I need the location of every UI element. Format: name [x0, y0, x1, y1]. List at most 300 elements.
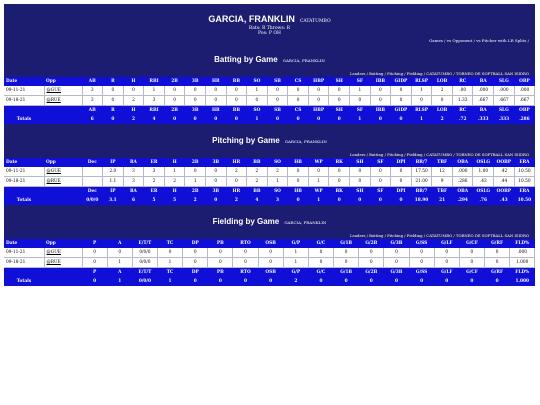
pitching-title: Pitching by Game	[212, 136, 280, 145]
column-header: 3B	[185, 77, 206, 86]
column-header: Opp	[44, 239, 82, 248]
stat-cell: 17.50	[411, 167, 432, 177]
opponent-link[interactable]: @GUE	[44, 248, 82, 258]
stats-page	[4, 4, 535, 284]
splits-opponent-link[interactable]: vs Opponent	[446, 38, 473, 43]
totals-cell: 0	[329, 115, 350, 124]
column-header: ERA	[514, 187, 535, 197]
column-header: OBA	[452, 187, 473, 197]
stat-cell: 12	[432, 167, 453, 177]
column-header: G/2B	[359, 268, 384, 278]
column-header: P	[82, 268, 107, 278]
nav-link-torneo-de-softball-san-isidro[interactable]: TORNEO DE SOFTBALL SAN ISIDRO	[455, 233, 529, 238]
column-header: OSLG	[473, 158, 494, 167]
column-header: BK	[329, 158, 350, 167]
stat-cell: 0	[485, 248, 510, 258]
stat-cell	[82, 167, 103, 177]
column-header: OSLG	[473, 187, 494, 197]
nav-link-torneo-de-softball-san-isidro[interactable]: TORNEO DE SOFTBALL SAN ISIDRO	[455, 152, 529, 157]
column-header: 3B	[205, 187, 226, 197]
stat-cell: 09-18-21	[4, 96, 44, 106]
stat-cell: 1.33	[452, 96, 473, 106]
totals-cell: 0	[370, 196, 391, 205]
column-header: G/2B	[359, 239, 384, 248]
stat-cell: 0	[185, 86, 206, 96]
stat-cell: 0	[432, 96, 453, 106]
column-header: G/P	[283, 268, 308, 278]
stat-cell: 1	[350, 86, 371, 96]
totals-cell: 0	[334, 277, 359, 286]
totals-cell: .72	[452, 115, 473, 124]
stat-cell: 0	[409, 258, 434, 268]
totals-cell: 1.000	[510, 277, 535, 286]
totals-cell: 1	[411, 115, 432, 124]
column-header: CS	[288, 106, 309, 116]
stat-cell: .667	[473, 96, 494, 106]
column-header: ERA	[514, 158, 535, 167]
column-header: SF	[370, 158, 391, 167]
stat-cell: 0	[350, 167, 371, 177]
stat-cell: 2	[432, 86, 453, 96]
stat-cell: 0	[370, 86, 391, 96]
stat-cell: 1	[157, 258, 182, 268]
stat-cell: 0	[308, 86, 329, 96]
column-header: BR/7	[411, 187, 432, 197]
nav-link-leaders[interactable]: Leaders	[349, 152, 366, 157]
stat-cell: 0	[350, 96, 371, 106]
column-header: P	[82, 239, 107, 248]
column-header: OBP	[514, 77, 535, 86]
totals-cell: .286	[514, 115, 535, 124]
column-header: RA	[123, 187, 144, 197]
stat-cell: 1.000	[510, 258, 535, 268]
column-header: G/LF	[434, 239, 459, 248]
totals-cell: 1	[107, 277, 132, 286]
totals-cell: 0	[350, 196, 371, 205]
column-header: AB	[82, 77, 103, 86]
column-header: G/CF	[459, 239, 484, 248]
header-row	[4, 77, 535, 86]
column-header: IBB	[370, 77, 391, 86]
stat-cell: 0	[82, 258, 107, 268]
stat-cell: 09-18-21	[4, 258, 44, 268]
stat-cell: 0	[334, 248, 359, 258]
stat-cell: 0	[226, 177, 247, 187]
stat-cell: 0	[391, 96, 412, 106]
splits-games-link[interactable]: Games	[429, 38, 443, 43]
stat-cell: 0	[308, 167, 329, 177]
column-header: G/SS	[409, 239, 434, 248]
stat-cell: 0	[308, 248, 333, 258]
column-header: SH	[350, 187, 371, 197]
column-header: G/RF	[485, 239, 510, 248]
column-header: G/RF	[485, 268, 510, 278]
stat-cell: 0	[370, 96, 391, 106]
column-header: 2B	[185, 187, 206, 197]
totals-row	[4, 277, 535, 286]
column-header: G/CF	[459, 268, 484, 278]
stat-cell: 0	[384, 248, 409, 258]
column-header: DP	[183, 268, 208, 278]
totals-cell: 0	[267, 115, 288, 124]
stat-cell: 0/0/0	[132, 248, 157, 258]
totals-cell: 0	[183, 277, 208, 286]
totals-row	[4, 115, 535, 124]
table-row	[4, 177, 535, 187]
totals-cell: 2	[283, 277, 308, 286]
nav-link-leaders[interactable]: Leaders	[349, 71, 366, 76]
opponent-link[interactable]: @RUE	[44, 96, 82, 106]
footer-header-row	[4, 106, 535, 116]
stat-cell: 09-11-21	[4, 167, 44, 177]
column-header: OOBP	[494, 158, 515, 167]
stat-cell: 0	[183, 258, 208, 268]
column-header: E/T/T	[132, 268, 157, 278]
column-header: GIDP	[391, 106, 412, 116]
batting-title: Batting by Game	[214, 55, 278, 64]
totals-cell: 0	[370, 115, 391, 124]
column-header: Dec	[82, 158, 103, 167]
column-header	[4, 106, 44, 116]
stat-cell: 0	[205, 96, 226, 106]
totals-cell	[44, 277, 82, 286]
totals-cell: 21	[432, 196, 453, 205]
column-header: ER	[144, 187, 165, 197]
splits-nav: Games / vs Opponent / vs Pitcher with LR Splits /	[429, 38, 529, 43]
stat-cell: 0	[205, 86, 226, 96]
stat-cell: 2	[247, 177, 268, 187]
column-header: SO	[247, 106, 268, 116]
column-header: Opp	[44, 77, 82, 86]
stat-cell: .000	[514, 86, 535, 96]
stat-cell: 3	[82, 96, 103, 106]
totals-cell: 2	[226, 196, 247, 205]
column-header: SO	[267, 158, 288, 167]
stat-cell: 0	[226, 86, 247, 96]
stat-cell: 0	[370, 167, 391, 177]
totals-cell: 0	[391, 196, 412, 205]
totals-cell: 0	[308, 277, 333, 286]
nav-link-batting[interactable]: Batting	[369, 233, 384, 238]
column-header: TC	[157, 268, 182, 278]
column-header: SF	[350, 106, 371, 116]
nav-link-fielding[interactable]: Fielding	[406, 71, 423, 76]
column-header: SB	[267, 106, 288, 116]
column-header	[4, 187, 44, 197]
totals-cell: 0	[205, 115, 226, 124]
stat-cell: 1.00	[473, 167, 494, 177]
nav-link-fielding[interactable]: Fielding	[406, 152, 423, 157]
stat-cell: 09-11-21	[4, 86, 44, 96]
stat-cell: 1	[411, 86, 432, 96]
stat-cell: .000	[452, 167, 473, 177]
column-header	[4, 268, 44, 278]
table-row	[4, 96, 535, 106]
column-header: 3B	[205, 158, 226, 167]
table-row	[4, 248, 535, 258]
stat-cell: 0	[409, 248, 434, 258]
stat-cell: .000	[494, 86, 515, 96]
stat-cell: 2	[144, 177, 165, 187]
column-header: G/1B	[334, 239, 359, 248]
stat-cell: 0	[359, 258, 384, 268]
column-header: Opp	[44, 158, 82, 167]
column-header: OSB	[258, 268, 283, 278]
stat-cell: 0	[107, 248, 132, 258]
column-header: HB	[288, 187, 309, 197]
column-header: WP	[308, 158, 329, 167]
column-header: BR/7	[411, 158, 432, 167]
stat-cell: 0	[123, 86, 144, 96]
stat-cell: 3	[123, 177, 144, 187]
stat-cell: 1	[308, 177, 329, 187]
column-header: LOB	[432, 106, 453, 116]
nav-link-batting[interactable]: Batting	[369, 152, 384, 157]
totals-cell: 5	[144, 196, 165, 205]
pitching-nav-links: Leaders / Batting / Pitching / Fielding / CATATUMBO / TORNEO DE SOFTBALL SAN ISIDRO	[349, 152, 529, 157]
totals-cell: Totals	[4, 277, 44, 286]
column-header: SH	[329, 106, 350, 116]
footer-header-row	[4, 268, 535, 278]
column-header: G/SS	[409, 268, 434, 278]
batting-table	[4, 77, 535, 124]
stat-cell: 0	[267, 86, 288, 96]
column-header: SO	[267, 187, 288, 197]
stat-cell: .000	[473, 86, 494, 96]
stat-cell: 2	[164, 177, 185, 187]
opponent-link[interactable]: @RUE	[44, 177, 82, 187]
column-header: BB	[247, 158, 268, 167]
stat-cell: 2	[123, 96, 144, 106]
column-header: CS	[288, 77, 309, 86]
column-header: BA	[473, 106, 494, 116]
totals-cell: 6	[82, 115, 103, 124]
stat-cell: 0	[329, 86, 350, 96]
totals-cell: 0	[185, 115, 206, 124]
nav-link-catatumbo[interactable]: CATATUMBO	[426, 152, 453, 157]
fielding-title: Fielding by Game	[212, 217, 280, 226]
stat-cell: 0	[258, 258, 283, 268]
nav-link-pitching[interactable]: Pitching	[387, 233, 404, 238]
column-header: RC	[452, 77, 473, 86]
totals-cell: 1	[157, 277, 182, 286]
column-header: G/LF	[434, 268, 459, 278]
column-header: HBP	[308, 106, 329, 116]
stat-cell: 0	[329, 167, 350, 177]
column-header: RTO	[233, 239, 258, 248]
totals-cell: 0	[226, 115, 247, 124]
totals-cell: 0	[288, 196, 309, 205]
player-name: GARCIA, FRANKLIN	[208, 14, 295, 24]
column-header: G/3B	[384, 239, 409, 248]
column-header: H	[123, 77, 144, 86]
totals-cell: 0	[359, 277, 384, 286]
column-header: SO	[247, 77, 268, 86]
stat-cell: .00	[452, 86, 473, 96]
stat-cell: 0	[267, 96, 288, 106]
stat-cell: 0	[226, 96, 247, 106]
stat-cell: 0	[205, 177, 226, 187]
column-header: TBF	[432, 158, 453, 167]
table-row	[4, 167, 535, 177]
totals-cell: 0	[164, 115, 185, 124]
column-header: HR	[205, 77, 226, 86]
opponent-link[interactable]: @GUE	[44, 86, 82, 96]
stat-cell: 0	[370, 177, 391, 187]
totals-cell: 0	[384, 277, 409, 286]
stat-cell: 2	[247, 167, 268, 177]
table-row	[4, 258, 535, 268]
fielding-subtitle: GARCIA, FRANKLIN	[284, 220, 327, 225]
header-row	[4, 158, 535, 167]
bats-throws: Bats: R Throws: R	[248, 26, 291, 31]
totals-cell: 0	[459, 277, 484, 286]
column-header: WP	[308, 187, 329, 197]
stat-cell: 0	[205, 167, 226, 177]
column-header: DPI	[391, 158, 412, 167]
column-header: A	[107, 239, 132, 248]
totals-cell: 0	[233, 277, 258, 286]
stat-cell: 0	[359, 248, 384, 258]
totals-cell: 0	[103, 115, 124, 124]
totals-cell: 0	[208, 277, 233, 286]
totals-cell: .294	[452, 196, 473, 205]
stat-cell: .667	[514, 96, 535, 106]
column-header: OSB	[258, 239, 283, 248]
column-header: R	[103, 77, 124, 86]
header-row	[4, 239, 535, 248]
batting-nav-links: Leaders / Batting / Pitching / Fielding / CATATUMBO / TORNEO DE SOFTBALL SAN ISIDRO	[349, 71, 529, 76]
stat-cell: 3	[82, 86, 103, 96]
fielding-nav-links: Leaders / Batting / Pitching / Fielding / CATATUMBO / TORNEO DE SOFTBALL SAN ISIDRO	[349, 233, 529, 238]
fielding-section-title	[4, 209, 535, 228]
column-header: G/P	[283, 239, 308, 248]
column-header: OBP	[514, 106, 535, 116]
totals-cell: 1	[350, 115, 371, 124]
column-header	[44, 268, 82, 278]
opponent-link[interactable]: @GUE	[44, 167, 82, 177]
stat-cell: .667	[494, 96, 515, 106]
column-header: 2B	[185, 158, 206, 167]
column-header: G/C	[308, 268, 333, 278]
nav-link-catatumbo[interactable]: CATATUMBO	[426, 233, 453, 238]
stat-cell: 0	[82, 248, 107, 258]
totals-cell: Totals	[4, 115, 44, 124]
totals-cell: 5	[164, 196, 185, 205]
stat-cell: 1	[144, 86, 165, 96]
stat-cell: 0	[164, 96, 185, 106]
stat-cell: 0	[258, 248, 283, 258]
nav-link-catatumbo[interactable]: CATATUMBO	[426, 71, 453, 76]
stat-cell: 0	[185, 167, 206, 177]
stat-cell: 1	[267, 177, 288, 187]
column-header: BA	[473, 77, 494, 86]
column-header: RBI	[144, 77, 165, 86]
totals-cell: .43	[494, 196, 515, 205]
column-header	[44, 106, 82, 116]
stat-cell: 0	[208, 248, 233, 258]
totals-cell: 0	[329, 196, 350, 205]
stat-cell: 1	[164, 167, 185, 177]
stat-cell: 0	[233, 258, 258, 268]
column-header: RC	[452, 106, 473, 116]
totals-cell	[44, 115, 82, 124]
stat-cell: .000	[510, 248, 535, 258]
stat-cell: 10.50	[514, 167, 535, 177]
opponent-link[interactable]: @RUE	[44, 258, 82, 268]
stat-cell: 0	[157, 248, 182, 258]
stat-cell: 0	[164, 86, 185, 96]
nav-link-torneo-de-softball-san-isidro[interactable]: TORNEO DE SOFTBALL SAN ISIDRO	[455, 71, 529, 76]
stat-cell: 0	[208, 258, 233, 268]
nav-link-fielding[interactable]: Fielding	[406, 233, 423, 238]
totals-cell: .76	[473, 196, 494, 205]
totals-cell: 2	[432, 115, 453, 124]
player-position: Pos: P OH	[258, 31, 281, 36]
stat-cell: 0	[288, 167, 309, 177]
stat-cell: 2	[267, 167, 288, 177]
column-header: LOB	[432, 77, 453, 86]
totals-cell: 0/0/0	[82, 196, 103, 205]
stat-cell: 0	[384, 258, 409, 268]
column-header: BB	[226, 106, 247, 116]
stat-cell: 09-18-21	[4, 177, 44, 187]
column-header: AB	[82, 106, 103, 116]
column-header: G/3B	[384, 268, 409, 278]
totals-cell: 0	[258, 277, 283, 286]
nav-link-batting[interactable]: Batting	[369, 71, 384, 76]
stat-cell: 0	[391, 86, 412, 96]
column-header: OOBP	[494, 187, 515, 197]
column-header: IP	[103, 158, 124, 167]
totals-cell: 0	[308, 115, 329, 124]
stat-cell: 0	[329, 96, 350, 106]
column-header: 2B	[164, 77, 185, 86]
stat-cell: 0	[308, 96, 329, 106]
column-header: HR	[226, 158, 247, 167]
nav-link-pitching[interactable]: Pitching	[387, 71, 404, 76]
column-header: SH	[329, 77, 350, 86]
table-row	[4, 86, 535, 96]
stat-cell: .43	[473, 177, 494, 187]
totals-cell: 3.1	[103, 196, 124, 205]
totals-cell: 18.90	[411, 196, 432, 205]
column-header: SLG	[494, 106, 515, 116]
stat-cell: 3	[144, 96, 165, 106]
nav-link-leaders[interactable]: Leaders	[349, 233, 366, 238]
totals-cell: .333	[473, 115, 494, 124]
stat-cell: 10.50	[514, 177, 535, 187]
nav-link-pitching[interactable]: Pitching	[387, 152, 404, 157]
totals-cell	[44, 196, 82, 205]
column-header: HBP	[308, 77, 329, 86]
batting-subtitle: GARCIA, FRANKLIN	[282, 58, 325, 63]
stat-cell: 0	[183, 248, 208, 258]
totals-cell: 1	[308, 196, 329, 205]
column-header: SB	[267, 77, 288, 86]
column-header: SF	[350, 77, 371, 86]
stat-cell: 2.0	[103, 167, 124, 177]
pitching-table	[4, 158, 535, 205]
totals-cell: .333	[494, 115, 515, 124]
stat-cell: 0	[391, 167, 412, 177]
footer-header-row	[4, 187, 535, 197]
totals-cell: 0	[391, 115, 412, 124]
splits-pitcher-link[interactable]: vs Pitcher with LR Splits	[476, 38, 527, 43]
stat-cell: 2	[226, 167, 247, 177]
stat-cell: 1	[283, 248, 308, 258]
totals-cell: 2	[185, 196, 206, 205]
